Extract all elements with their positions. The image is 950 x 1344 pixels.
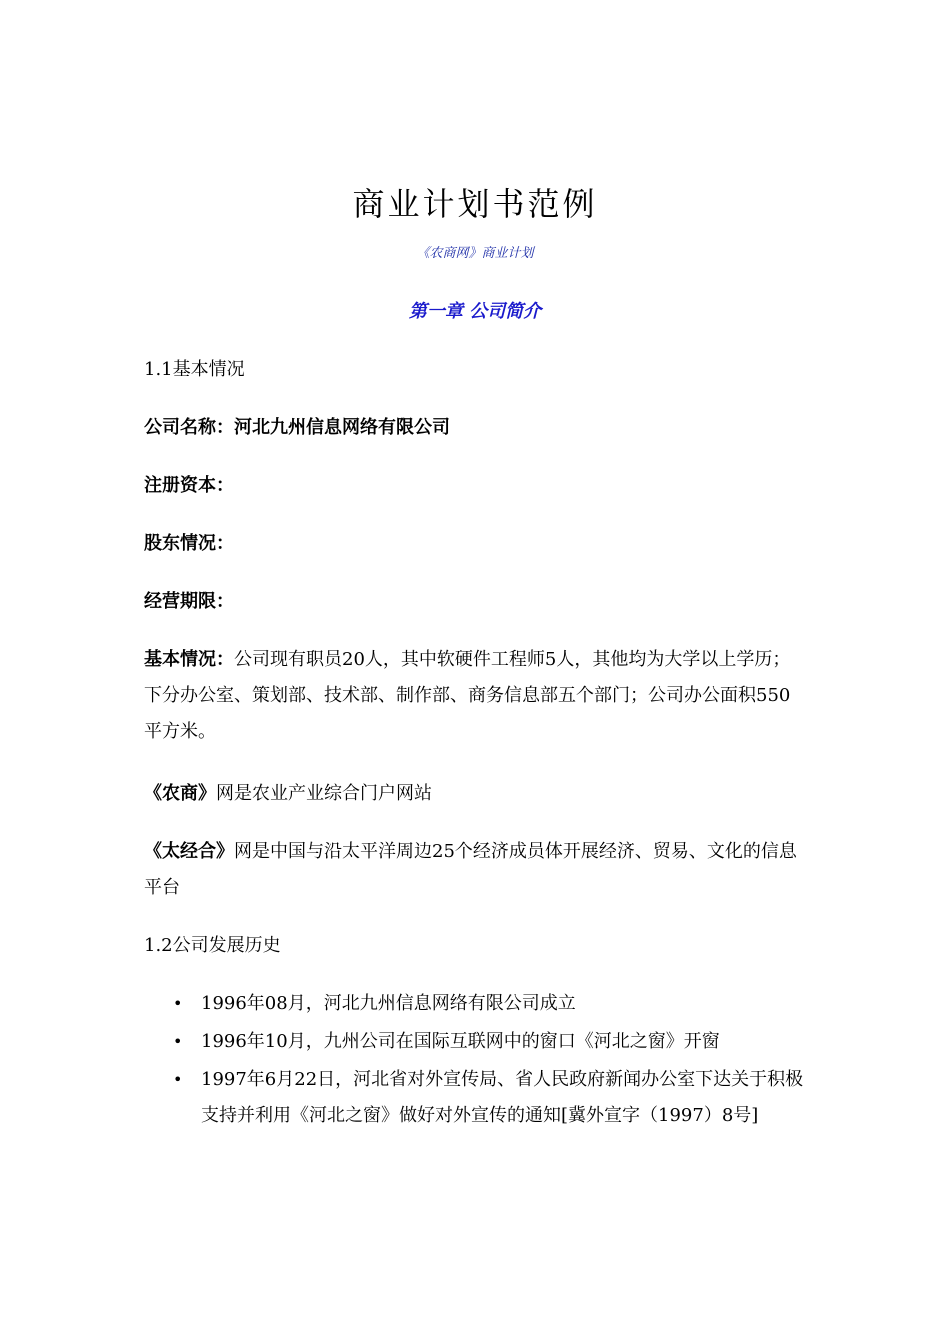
basic-info-label: 基本情况：	[144, 649, 234, 670]
registered-capital-label: 注册资本：	[144, 475, 234, 496]
company-name-line	[144, 410, 808, 446]
list-item-text: 1997年6月22日，河北省对外宣传局、省人民政府新闻办公室下达关于积极支持并利用《河北之窗》做好对外宣传的通知[冀外宣字（1997）8号]	[201, 1069, 804, 1126]
list-item-text: 1996年08月，河北九州信息网络有限公司成立	[201, 993, 576, 1014]
nongshang-paragraph	[144, 776, 808, 812]
nongshang-text: 网是农业产业综合门户网站	[216, 783, 432, 804]
business-term-line	[144, 584, 808, 620]
nongshang-name: 《农商》	[144, 783, 216, 804]
document-subtitle: 《农商网》商业计划	[416, 246, 534, 261]
section-heading-basic	[144, 352, 808, 388]
company-name-label: 公司名称：	[144, 417, 234, 438]
registered-capital-line	[144, 468, 808, 504]
history-list	[144, 986, 808, 1136]
company-name-value: 河北九州信息网络有限公司	[234, 417, 450, 438]
taijinghe-name: 《太经合》	[144, 841, 234, 862]
list-item	[144, 1024, 808, 1060]
taijinghe-text: 网是中国与沿太平洋周边25个经济成员体开展经济、贸易、文化的信息平台	[144, 841, 797, 898]
section-heading-history-text: 1.2公司发展历史	[144, 935, 281, 956]
chapter-heading: 第一章 公司简介	[408, 301, 542, 322]
document-title: 商业计划书范例	[352, 185, 598, 223]
taijinghe-paragraph	[144, 834, 808, 906]
basic-info-paragraph	[144, 642, 808, 750]
bullet-icon: •	[173, 994, 183, 1013]
basic-info-text: 公司现有职员20人，其中软硬件工程师5人，其他均为大学以上学历；下分办公室、策划部、技术部、制作部、商务信息部五个部门；公司办公面积550平方米。	[144, 649, 791, 742]
section-heading-history	[144, 928, 808, 964]
bullet-icon: •	[173, 1070, 183, 1089]
bullet-icon: •	[173, 1032, 183, 1051]
list-item	[144, 986, 808, 1022]
shareholders-line	[144, 526, 808, 562]
shareholders-label: 股东情况：	[144, 533, 234, 554]
section-heading-basic-text: 1.1基本情况	[144, 359, 245, 380]
business-term-label: 经营期限：	[144, 591, 234, 612]
list-item-text: 1996年10月，九州公司在国际互联网中的窗口《河北之窗》开窗	[201, 1031, 720, 1052]
list-item	[144, 1062, 808, 1134]
